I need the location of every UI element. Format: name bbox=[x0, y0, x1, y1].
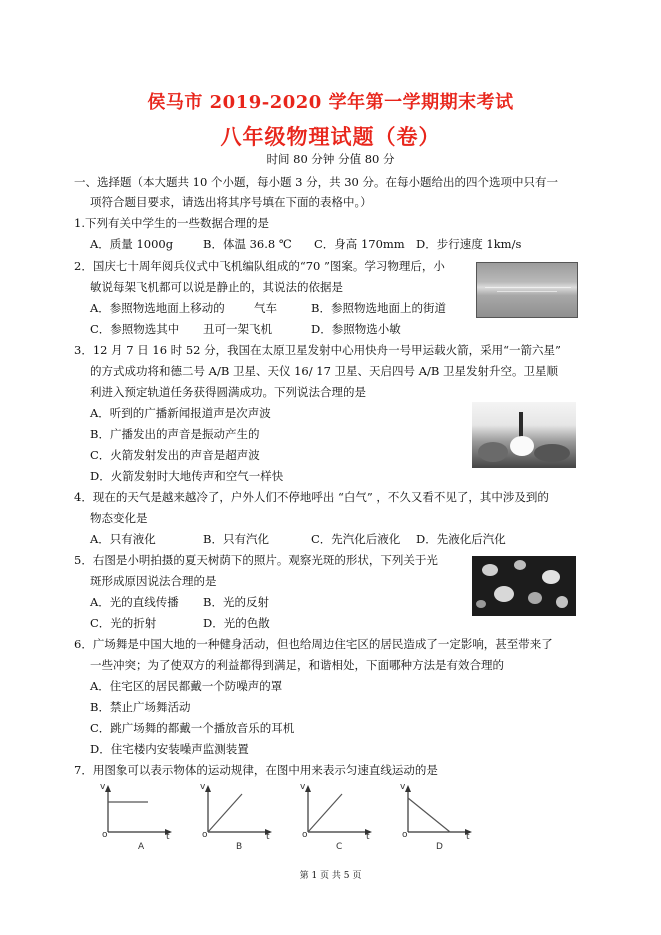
q2-stem-line2: 敏说每架飞机都可以说是静止的，其说法的依据是 bbox=[90, 280, 343, 294]
q3-rocket-launch-photo bbox=[472, 402, 576, 468]
q6-option-a: A．住宅区的居民都戴一个防噪声的罩 bbox=[90, 679, 283, 693]
q1-option-a: A．质量 1000g bbox=[90, 237, 174, 251]
q6-option-d: D．住宅楼内安装噪声监测装置 bbox=[90, 742, 249, 756]
time-info: 时间 80 分钟 分值 80 分 bbox=[266, 152, 395, 166]
q7-graph-d-origin: o bbox=[402, 830, 408, 840]
q7-graph-a-origin: o bbox=[102, 830, 108, 840]
q7-graph-a-label: A bbox=[138, 842, 145, 852]
q1-option-b: B．体温 36.8 ℃ bbox=[203, 237, 292, 251]
q3-option-c: C．火箭发射发出的声音是超声波 bbox=[90, 448, 260, 462]
q5-stem-line2: 斑形成原因说法合理的是 bbox=[90, 574, 217, 588]
section1-line1: 一、选择题（本大题共 10 个小题，每小题 3 分，共 30 分。在每小题给出的四个选项中只有一 bbox=[74, 175, 559, 189]
q3-option-d: D．火箭发射时大地传声和空气一样快 bbox=[90, 469, 284, 483]
q4-option-b: B．只有汽化 bbox=[203, 532, 269, 546]
q3-stem-line1: 3．12 月 7 日 16 时 52 分，我国在太原卫星发射中心用快舟一号甲运载火箭，采用“一箭六星” bbox=[74, 343, 561, 357]
exam-title: 侯马市 2019-2020 学年第一学期期末考试 bbox=[147, 92, 514, 113]
q4-option-a: A．只有液化 bbox=[90, 532, 156, 546]
page-number: 第 1 页 共 5 页 bbox=[299, 871, 362, 881]
q7-graph-d bbox=[396, 782, 476, 852]
section1-line2: 项符合题目要求，请选出将其序号填在下面的表格中。） bbox=[90, 195, 372, 209]
q7-graph-b-yaxis: v bbox=[200, 782, 206, 792]
q7-graph-a-yaxis: v bbox=[100, 782, 106, 792]
q7-stem: 7．用图象可以表示物体的运动规律，在图中用来表示匀速直线运动的是 bbox=[74, 763, 438, 777]
q7-graph-a bbox=[96, 782, 176, 852]
q4-option-d: D．先液化后汽化 bbox=[416, 532, 506, 546]
q5-option-a: A．光的直线传播 bbox=[90, 595, 179, 609]
q3-stem-line3: 利进入预定轨道任务获得圆满成功。下列说法合理的是 bbox=[90, 385, 366, 399]
q1-option-d: D．步行速度 1km/s bbox=[416, 237, 522, 251]
q5-option-d: D．光的色散 bbox=[203, 616, 270, 630]
q3-stem-line2: 的方式成功将和德二号 A/B 卫星、天仪 16/ 17 卫星、天启四号 A/B 卫星发射升空。卫星顺 bbox=[90, 364, 558, 378]
q7-graph-b-label: B bbox=[236, 842, 243, 852]
q2-option-c: C．参照物选其中 bbox=[90, 322, 180, 336]
q6-stem-line2: 一些冲突；为了使双方的利益都得到满足，和谐相处，下面哪种方法是有效合理的 bbox=[90, 658, 504, 672]
q7-graph-b-origin: o bbox=[202, 830, 208, 840]
q3-option-b: B．广播发出的声音是振动产生的 bbox=[90, 427, 260, 441]
q5-stem-line1: 5．右图是小明拍摄的夏天树荫下的照片。观察光斑的形状，下列关于光 bbox=[74, 553, 438, 567]
q2-option-a-tail: 气车 bbox=[254, 301, 277, 315]
q7-graph-d-xaxis: t bbox=[466, 832, 470, 842]
q7-graph-b-line bbox=[208, 794, 242, 832]
q5-light-spots-photo bbox=[472, 556, 576, 616]
q5-option-b: B．光的反射 bbox=[203, 595, 269, 609]
q2-option-b: B．参照物选地面上的街道 bbox=[311, 301, 446, 315]
q2-option-c-tail: 丑可一架飞机 bbox=[203, 322, 272, 336]
q5-option-c: C．光的折射 bbox=[90, 616, 157, 630]
q7-graph-d-line bbox=[408, 798, 450, 832]
q7-graph-c-origin: o bbox=[302, 830, 308, 840]
q6-option-c: C．跳广场舞的都戴一个播放音乐的耳机 bbox=[90, 721, 295, 735]
q7-graph-d-label: D bbox=[436, 842, 443, 852]
q4-stem-line2: 物态变化是 bbox=[90, 511, 148, 525]
q4-stem-line1: 4．现在的天气是越来越冷了，户外人们不停地呼出 “白气” ，不久又看不见了，其中涉及到的 bbox=[74, 490, 549, 504]
q2-stem-line1: 2．国庆七十周年阅兵仪式中飞机编队组成的“70 ”图案。学习物理后，小 bbox=[74, 259, 445, 273]
q3-option-a: A．听到的广播新闻报道声是次声波 bbox=[90, 406, 271, 420]
q2-option-d: D．参照物选小敏 bbox=[311, 322, 401, 336]
q7-graph-b bbox=[196, 782, 276, 852]
q7-graph-a-svg bbox=[96, 782, 176, 852]
q1-option-c: C．身高 170mm bbox=[314, 237, 405, 251]
q4-option-c: C．先汽化后液化 bbox=[311, 532, 401, 546]
q7-graph-d-yaxis: v bbox=[400, 782, 406, 792]
q7-graph-a-xaxis: t bbox=[166, 832, 170, 842]
q6-option-b: B．禁止广场舞活动 bbox=[90, 700, 191, 714]
q6-stem-line1: 6．广场舞是中国大地的一种健身活动，但也给周边住宅区的居民造成了一定影响，甚至带来了 bbox=[74, 637, 553, 651]
q7-graph-c-line bbox=[308, 794, 342, 832]
q7-graph-c-label: C bbox=[336, 842, 343, 852]
q2-sky-photo bbox=[476, 262, 578, 318]
q7-graph-c-yaxis: v bbox=[300, 782, 306, 792]
exam-subtitle: 八年级物理试题（卷） bbox=[220, 124, 441, 149]
q2-option-a: A．参照物选地面上移动的 bbox=[90, 301, 225, 315]
q7-graph-c-xaxis: t bbox=[366, 832, 370, 842]
q7-graph-b-xaxis: t bbox=[266, 832, 270, 842]
q7-graph-c bbox=[296, 782, 376, 852]
q1-stem: 1.下列有关中学生的一些数据合理的是 bbox=[74, 216, 269, 230]
